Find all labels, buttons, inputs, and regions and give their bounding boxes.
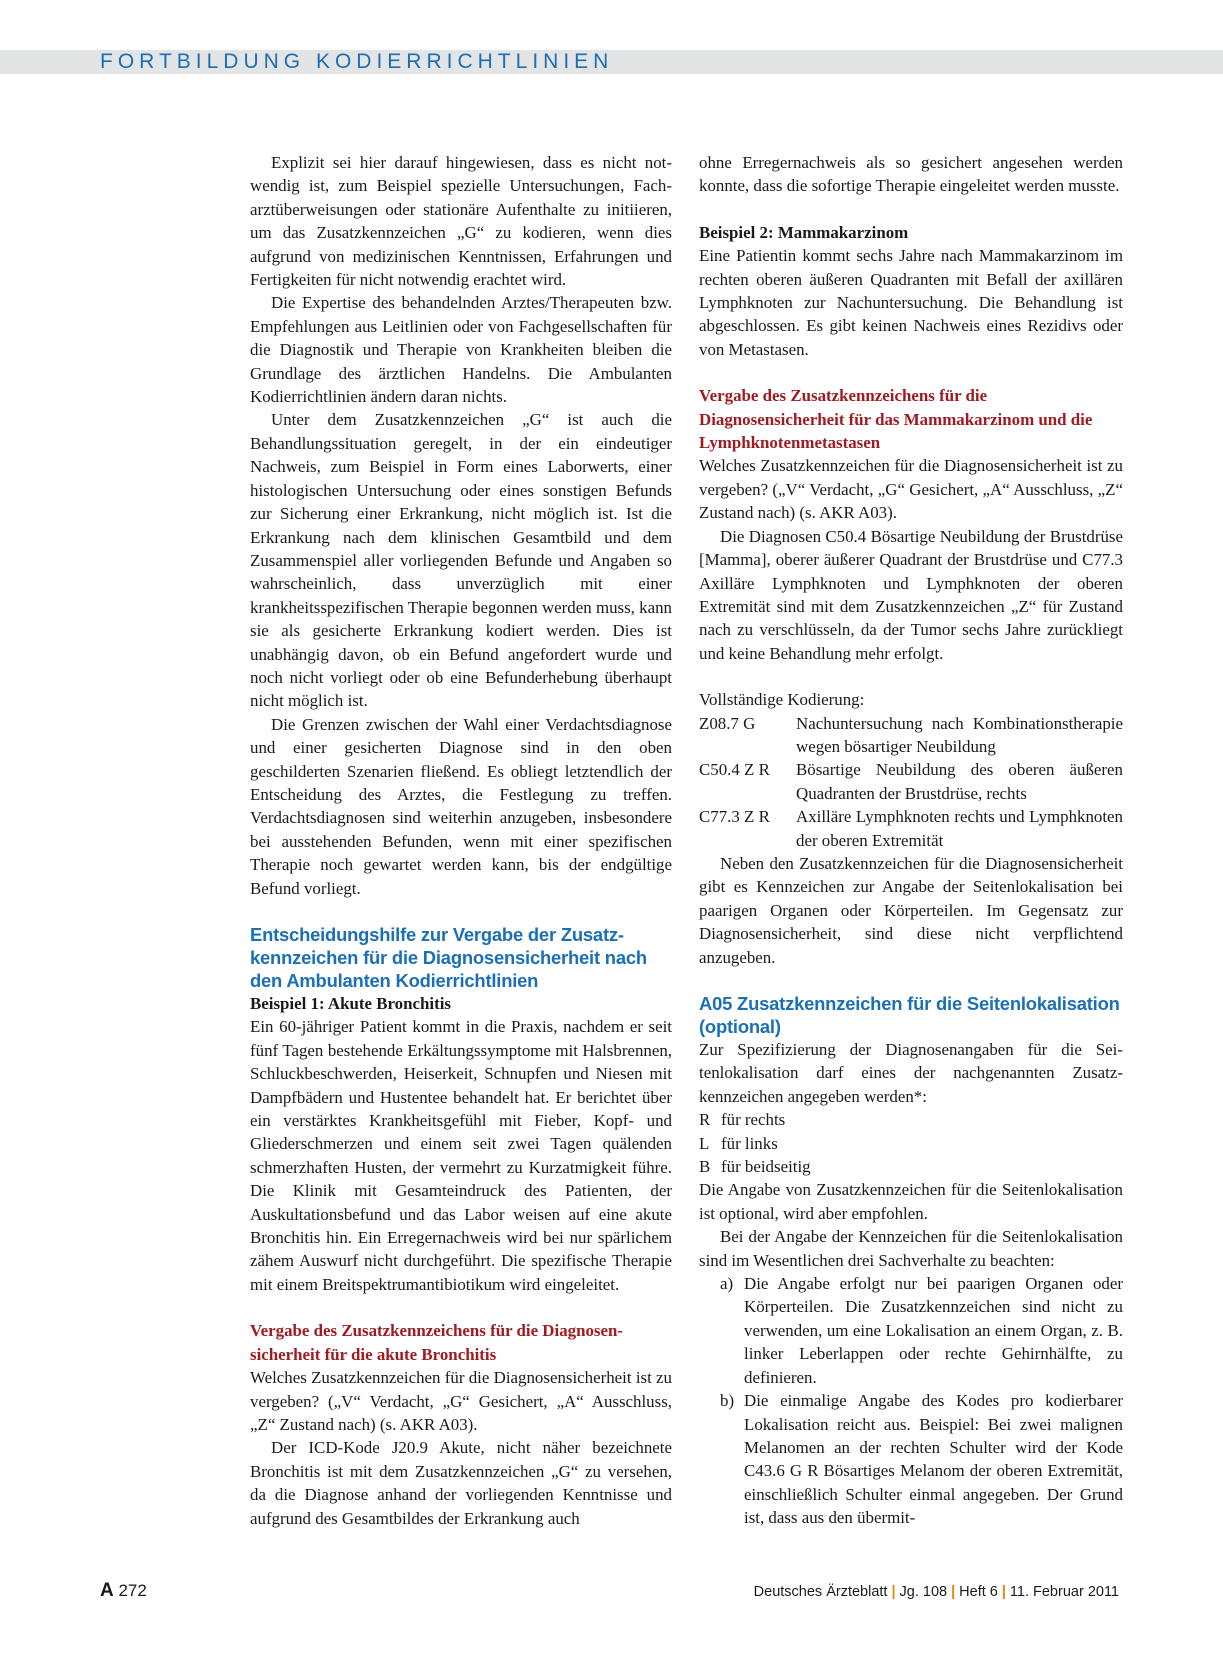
code-description: Nachuntersuchung nach Kombinationstherapie wegen bösartiger Neubildung bbox=[796, 713, 1123, 756]
paragraph: Explizit sei hier darauf hingewiesen, dass es nicht notwendig ist, zum Beispiel spezielle Untersuchungen, Facharztüberweisungen oder stationäre Aufenthalte zu initiieren, um das Zusatzkennzeichen „G“ zu kodieren, wenn dies aufgrund von medizinischen Kenntnissen, Erfahrungen und Fertigkeiten für nicht notwendig erachtet wird. bbox=[250, 153, 672, 290]
subsection-heading: Vergabe des Zusatzkennzeichens für die Diagnosensicherheit für das Mammakarzinom und die Lymphknotenmetastasen bbox=[699, 386, 1093, 453]
section-heading: Entscheidungshilfe zur Vergabe der Zusatzkennzeichen für die Diagnosensicherheit nach den Ambulanten Kodierrichtlinien bbox=[250, 924, 647, 991]
code-entry bbox=[699, 758, 1123, 805]
page-number-value: 272 bbox=[118, 1581, 147, 1600]
page-letter: A bbox=[100, 1580, 114, 1601]
spacer bbox=[699, 665, 1123, 688]
spacer bbox=[250, 900, 672, 923]
code-value: Z08.7 G bbox=[699, 713, 756, 733]
paragraph: Ein 60-jähriger Patient kommt in die Praxis, nachdem er seit fünf Tagen bestehende Erkältungssymptome mit Halsbrennen, Schluckbeschwerden, Heiserkeit, Schnupfen und Niesen mit Dampfbädern und Hustentee behandelt hat. Er berichtet über ein verstärktes Krankheitsgefühl mit Fieber, Kopf- und Gliederschmerzen und einem seit zwei Tagen quälenden schmerzhaften Husten, der vermehrt zu Kurzatmigkeit führe. Die Klinik mit Gesamteindruck des Patienten, der Auskultationsbefund und das Labor weisen auf eine akute Bronchitis hin. Ein Erregernachweis wird bei nur spärlichem zähem Auswurf nicht durchgeführt. Die spezifische Therapie mit einem Breitspektrumantibiotikum wird eingeleitet. bbox=[250, 1017, 672, 1294]
section-heading: A05 Zusatzkennzeichen für die Seitenlokalisation (optional) bbox=[699, 993, 1120, 1037]
code-description: Bösartige Neubildung des oberen äußeren Quadranten der Brustdrüse, rechts bbox=[796, 760, 1123, 803]
paragraph: Unter dem Zusatzkennzeichen „G“ ist auch die Behandlungssituation geregelt, in der ein eindeutiger Nachweis, zum Beispiel in Form eines Laborwerts, einer histologischen Untersuchung oder eines sonstigen Befunds zur Sicherung einer Erkrankung, nicht möglich ist. Ist die Erkrankung nach dem klinischen Gesamtbild und dem Zusammenspiel aller vorliegenden Befunde und Angaben so wahrscheinlich, dass unverzüglich mit einer krankheitsspezifischen Therapie begonnen werden muss, kann sie als gesicherte Erkrankung kodiert werden. Dies ist unabhängig davon, ob ein Befund angefordert wurde und noch nicht vorliegt oder ob eine Befunderhebung überhaupt nicht möglich ist. bbox=[250, 410, 672, 711]
paragraph: Zur Spezifizierung der Diagnosenangaben für die Seitenlokalisation darf eines der nachgenannten Zusatzkennzeichen angegeben werden*: bbox=[699, 1040, 1123, 1106]
spacer bbox=[250, 1296, 672, 1319]
paragraph: ohne Erregernachweis als so gesichert angesehen werden konnte, dass die sofortige Therapie eingeleitet werden musste. bbox=[699, 153, 1123, 196]
spacer bbox=[699, 361, 1123, 384]
subsection-heading: Vergabe des Zusatzkennzeichens für die Diagnosensicherheit für die akute Bronchitis bbox=[250, 1321, 624, 1364]
list-item-text: Die Angabe erfolgt nur bei paarigen Organen oder Körperteilen. Die Zusatzkennzeichen sind nicht zu verwenden, um eine Lokalisation an einem Organ, z. B. linker Leberlappen oder rechte Gehirnhälfte, zu definieren. bbox=[744, 1274, 1123, 1387]
footer-separator: | bbox=[1001, 1584, 1006, 1600]
paragraph: Die Grenzen zwischen der Wahl einer Verdachtsdiagnose und einer gesicherten Diagnose sind in den oben geschilderten Szenarien fließend. Es obliegt letztendlich der Entscheidung des Arztes, die Festlegung zu treffen. Verdachtsdiagnosen sind weiterhin anzugeben, insbesondere bei ausstehenden Befunden, wenn mit einer spezifischen Therapie noch gewartet werden kann, bis der endgültige Befund vorliegt. bbox=[250, 714, 672, 898]
abbreviation-entry bbox=[699, 1132, 1123, 1155]
code-value: C50.4 Z R bbox=[699, 760, 770, 780]
code-description: Axilläre Lymphknoten rechts und Lymphknoten der oberen Extremität bbox=[796, 807, 1123, 850]
page-number bbox=[100, 1580, 147, 1602]
list-item bbox=[699, 1272, 1123, 1389]
abbreviation-entry bbox=[699, 1155, 1123, 1178]
code-entry bbox=[699, 712, 1123, 759]
left-column bbox=[250, 151, 672, 1530]
abbreviation-label: für links bbox=[721, 1133, 778, 1153]
example-title: Beispiel 1: Akute Bronchitis bbox=[250, 994, 451, 1013]
abbreviation: R bbox=[699, 1110, 711, 1130]
paragraph: Welches Zusatzkennzeichen für die Diagnosensicherheit ist zu vergeben? („V“ Verdacht, „G“ Gesichert, „A“ Ausschluss, „Z“ Zustand nach) (s. AKR A03). bbox=[699, 456, 1123, 523]
coding-label: Vollständige Kodierung: bbox=[699, 690, 865, 710]
paragraph: Die Expertise des behandelnden Arztes/Therapeuten bzw. Empfehlungen aus Leitlinien oder von Fachgesellschaften für die Diagnostik und Therapie von Krankheiten bleiben die Grundlage des ärztlichen Handelns. Die Ambulanten Kodierrichtlinien ändern daran nichts. bbox=[250, 293, 672, 407]
abbreviation: L bbox=[699, 1133, 710, 1153]
paragraph: Bei der Angabe der Kennzeichen für die Seitenlokalisation sind im Wesentlichen drei Sachverhalte zu beachten: bbox=[699, 1227, 1123, 1270]
journal-footer bbox=[754, 1582, 1119, 1602]
spacer bbox=[699, 198, 1123, 221]
journal-name: Deutsches Ärzteblatt bbox=[753, 1584, 888, 1600]
list-item-text: Die einmalige Angabe des Kodes pro kodierbarer Lokalisation reicht aus. Beispiel: Bei zwei malignen Melanomen an der rechten Schulter wird der Kode C43.6 G R Bösartiges Melanom der oberen Extremität, einschließlich Schulter einmal angegeben. Der Grund ist, dass aus den übermit- bbox=[744, 1391, 1123, 1528]
list-marker: a) bbox=[720, 1274, 734, 1294]
journal-date: 11. Februar 2011 bbox=[1009, 1584, 1119, 1600]
paragraph: Der ICD-Kode J20.9 Akute, nicht näher bezeichnete Bronchitis ist mit dem Zusatzkennzeichen „G“ zu versehen, da die Diagnose anhand der vorliegenden Kenntnisse und aufgrund des Gesamtbildes der Erkrankung auch bbox=[250, 1438, 672, 1528]
code-value: C77.3 Z R bbox=[699, 807, 770, 827]
footer-separator: | bbox=[891, 1584, 896, 1600]
spacer bbox=[699, 969, 1123, 992]
paragraph: Die Angabe von Zusatzkennzeichen für die Seitenlokalisation ist optional, wird aber empfohlen. bbox=[699, 1180, 1123, 1223]
right-column bbox=[699, 151, 1123, 1530]
footer-separator: | bbox=[951, 1584, 956, 1600]
paragraph: Die Diagnosen C50.4 Bösartige Neubildung der Brustdrüse [Mamma], oberer äußerer Quadrant der Brustdrüse und C77.3 Axilläre Lymphknoten und Lymphknoten der oberen Extremität sind mit dem Zusatzkennzeichen „Z“ für Zustand nach zu verschlüsseln, da der Tumor sechs Jahre zurückliegt und keine Behandlung mehr erfolgt. bbox=[699, 526, 1123, 663]
example-title: Beispiel 2: Mammakarzinom bbox=[699, 222, 909, 242]
abbreviation-label: für beidseitig bbox=[721, 1157, 811, 1177]
journal-volume: Jg. 108 bbox=[899, 1584, 948, 1600]
paragraph: Welches Zusatzkennzeichen für die Diagnosensicherheit ist zu vergeben? („V“ Verdacht, „G“ Gesichert, „A“ Ausschluss, „Z“ Zustand nach) (s. AKR A03). bbox=[250, 1368, 672, 1434]
abbreviation-entry bbox=[699, 1108, 1123, 1131]
paragraph: Neben den Zusatzkennzeichen für die Diagnosensicherheit gibt es Kennzeichen zur Angabe der Seitenlokalisation bei paarigen Organen oder Körperteilen. Im Gegensatz zur Diagnosensicherheit, sind diese nicht verpflichtend anzugeben. bbox=[699, 853, 1123, 967]
paragraph: Eine Patientin kommt sechs Jahre nach Mammakarzinom im rechten oberen äußeren Quadranten mit Befall der axillären Lymphknoten zur Nachuntersuchung. Die Behandlung ist abgeschlossen. Es gibt keinen Nachweis eines Rezidivs oder von Metastasen. bbox=[699, 246, 1123, 359]
list-marker: b) bbox=[720, 1391, 735, 1411]
section-header-title: FORTBILDUNG KODIERRICHTLINIEN bbox=[100, 50, 614, 73]
list-item bbox=[699, 1389, 1123, 1529]
abbreviation-label: für rechts bbox=[721, 1110, 786, 1130]
code-entry bbox=[699, 805, 1123, 852]
abbreviation: B bbox=[699, 1157, 711, 1177]
journal-issue: Heft 6 bbox=[959, 1584, 998, 1600]
